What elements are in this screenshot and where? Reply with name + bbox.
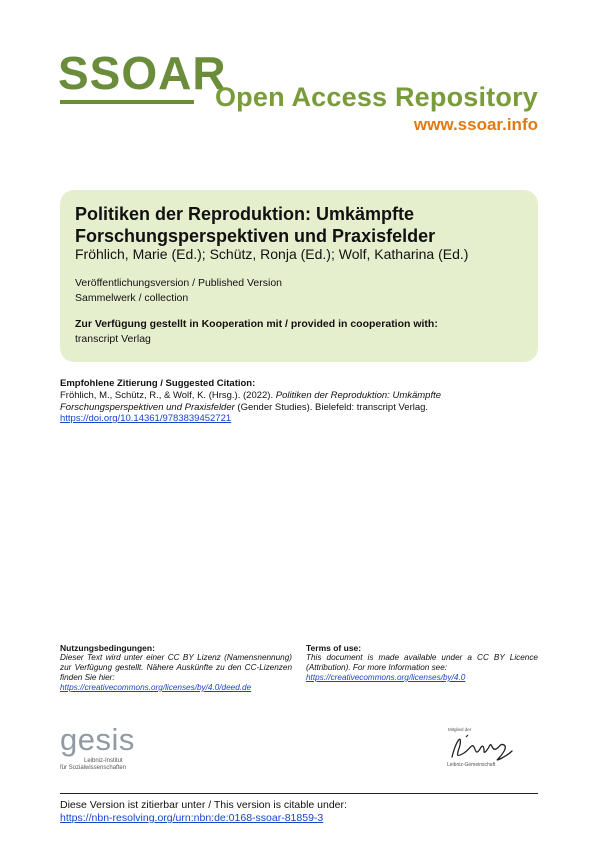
citation-doi-link[interactable]: https://doi.org/10.14361/9783839452721: [60, 413, 232, 424]
terms-of-use-english: [306, 643, 538, 683]
document-title: Politiken der Reproduktion: Umkämpfte Forschungsperspektiven und Praxisfelder: [75, 204, 436, 246]
citation-title: Politiken der Reproduktion: Umkämpfte Forschungsperspektiven und Praxisfelder: [60, 390, 442, 413]
document-version: Veröffentlichungsversion / Published Version: [75, 277, 283, 289]
gesis-subtitle-line1: Leibniz-Institut: [84, 758, 123, 764]
ssoar-logo: SSOAR: [58, 47, 227, 99]
citation-authors: Fröhlich, M., Schütz, R., & Wolf, K. (Hrsg.). (2022).: [60, 390, 276, 401]
gesis-logo: gesis: [60, 722, 135, 757]
logo-underline: [60, 100, 194, 104]
leibniz-community-label: Leibniz-Gemeinschaft: [447, 762, 496, 768]
cooperation-heading: Zur Verfügung gestellt in Kooperation mit / provided in cooperation with:: [75, 318, 438, 330]
leibniz-signature-icon: [446, 731, 518, 763]
citation-text: [60, 390, 540, 425]
license-link-de[interactable]: https://creativecommons.org/licenses/by/4.0/deed.de: [60, 683, 252, 692]
footer-divider: [60, 793, 538, 794]
cooperation-partner: transcript Verlag: [75, 333, 151, 345]
terms-body-de: Dieser Text wird unter einer CC BY Lizenz (Namensnennung) zur Verfügung gestellt. Nähere Auskünfte zu den CC-Lizenzen finden Sie hier:: [60, 653, 292, 682]
license-link-en[interactable]: https://creativecommons.org/licenses/by/4.0: [306, 673, 466, 682]
gesis-subtitle-line2: für Sozialwissenschaften: [60, 765, 127, 771]
repository-title: Open Access Repository: [214, 82, 538, 112]
citation-heading: Empfohlene Zitierung / Suggested Citation:: [60, 378, 256, 389]
terms-heading-en: Terms of use:: [306, 643, 362, 653]
document-editors: Fröhlich, Marie (Ed.); Schütz, Ronja (Ed.); Wolf, Katharina (Ed.): [75, 246, 469, 262]
document-type: Sammelwerk / collection: [75, 292, 189, 304]
citation-publisher: (Gender Studies). Bielefeld: transcript Verlag.: [234, 401, 429, 413]
urn-link[interactable]: https://nbn-resolving.org/urn:nbn:de:0168-ssoar-81859-3: [60, 812, 324, 824]
terms-body-en: This document is made available under a CC BY Licence (Attribution). For more Information see:: [306, 653, 538, 672]
terms-of-use-german: [60, 643, 292, 693]
terms-heading-de: Nutzungsbedingungen:: [60, 643, 155, 653]
repository-url-link[interactable]: www.ssoar.info: [413, 115, 538, 134]
leibniz-member-label: Mitglied der: [448, 727, 472, 732]
citable-version-note: Diese Version ist zitierbar unter / This version is citable under:: [60, 799, 347, 811]
